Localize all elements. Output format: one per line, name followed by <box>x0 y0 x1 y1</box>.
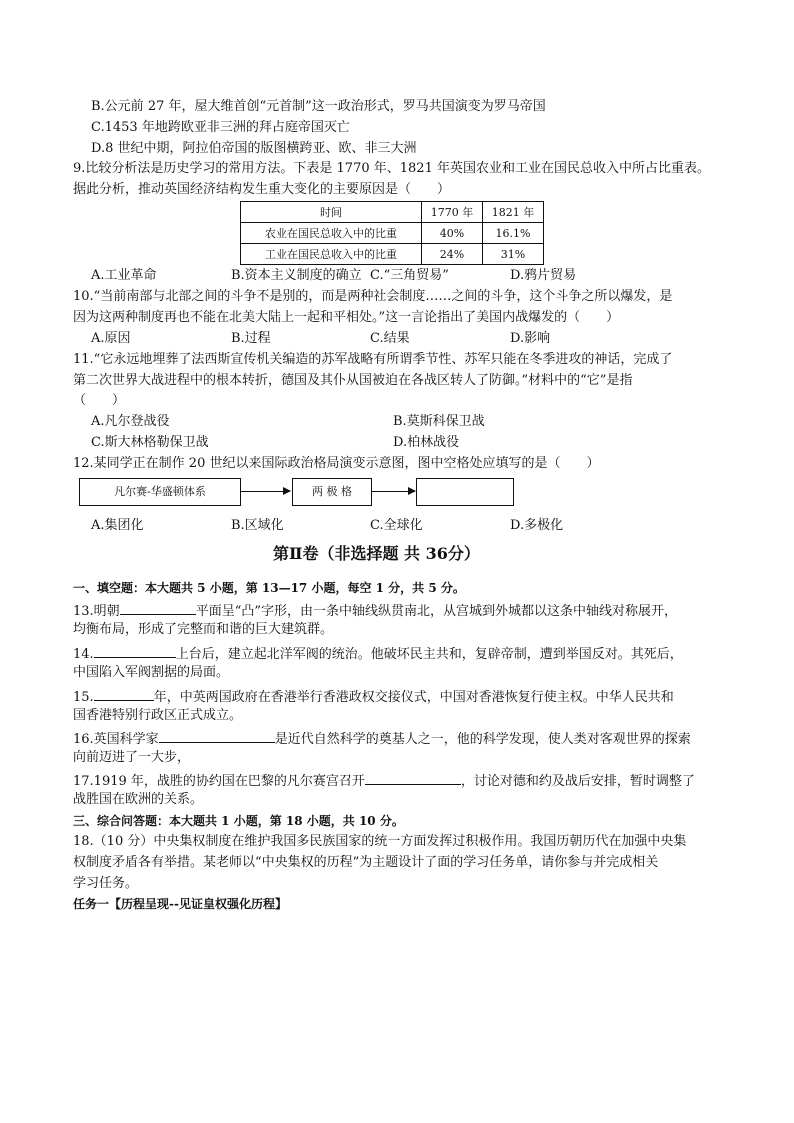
q11-option-d: D.柏林战役 <box>393 435 460 450</box>
q17-prefix: 17.1919 年，战胜的协约国在巴黎的凡尔赛宫召开 <box>73 774 365 789</box>
table-cell: 40% <box>422 223 483 244</box>
q11-stem-line3: （ ） <box>73 393 126 408</box>
q18-task1-title: 任务一【历程呈现--见证皇权强化历程】 <box>73 897 287 911</box>
q18-line1: 18.（10 分）中央集权制度在维护我国多民族国家的统一方面发挥过积极作用。我国历朝历代在加强中央集 <box>73 834 687 849</box>
q15-suffix: 年，中英两国政府在香港举行香港政权交接仪式，中国对香港恢复行使主权。中华人民共和 <box>153 690 674 705</box>
q15-line1 <box>73 686 674 707</box>
q10-stem-line1: 10.“当前南部与北部之间的斗争不是别的，而是两种社会制度……之间的斗争，这个斗争之所以爆发，是 <box>73 289 673 304</box>
q15-line2: 国香港特别行政区正式成立。 <box>73 708 243 723</box>
diagram-box-versailles-washington: 凡尔赛-华盛顿体系 <box>79 478 241 506</box>
q9-stem-line1: 9.比较分析法是历史学习的常用方法。下表是 1770 年、1821 年英国农业和工业在国民总收入中所占比重表。 <box>73 161 710 176</box>
q12-option-c: C.全球化 <box>370 518 423 533</box>
part2-title: 第Ⅱ卷（非选择题 共 36分） <box>273 544 480 563</box>
q13-prefix: 13.明朝 <box>73 604 120 619</box>
q12-option-a: A.集团化 <box>91 518 144 533</box>
q15-answer-blank[interactable] <box>94 686 154 701</box>
q11-stem-line1: 11.“它永远地埋葬了法西斯宣传机关编造的苏军战略有所谓季节性、苏军只能在冬季进攻的神话，完成了 <box>73 352 673 367</box>
q18-line2: 权制度矛盾各有举措。某老师以“中央集权的历程”为主题设计了面的学习任务单，请你参与并完成相关 <box>73 855 659 870</box>
q13-suffix: 平面呈“凸”字形，由一条中轴线纵贯南北，从宫城到外城都以这条中轴线对称展开， <box>195 604 677 619</box>
q9-stem-line2: 据此分析，推动英国经济结构发生重大变化的主要原因是（ ） <box>73 182 451 197</box>
q16-line2: 向前迈进了一大步， <box>73 750 191 765</box>
q14-line2: 中国陷入军阀割据的局面。 <box>73 665 230 680</box>
q10-option-a: A.原因 <box>91 331 131 346</box>
q13-answer-blank[interactable] <box>120 600 196 615</box>
q9-option-d: D.鸦片贸易 <box>510 268 577 283</box>
table-cell: 1821 年 <box>483 202 544 223</box>
table-row <box>241 244 544 265</box>
table-cell: 31% <box>483 244 544 265</box>
diagram-arrow-right-icon <box>240 491 290 492</box>
table-cell: 工业在国民总收入中的比重 <box>241 244 422 265</box>
table-header-row <box>241 202 544 223</box>
q17-line1 <box>73 770 695 791</box>
diagram-box-blank <box>416 478 514 506</box>
q11-option-c: C.斯大林格勒保卫战 <box>91 435 209 450</box>
q16-prefix: 16.英国科学家 <box>73 732 159 747</box>
q14-suffix: 上台后，建立起北洋军阀的统治。他破坏民主共和，复辟帝制，遭到举国反对。其死后， <box>175 647 683 662</box>
q12-option-d: D.多极化 <box>510 518 564 533</box>
q15-prefix: 15. <box>73 690 94 705</box>
table-cell: 时间 <box>241 202 422 223</box>
qa-section-header: 三、综合问答题：本大题共 1 小题，第 18 小题，共 10 分。 <box>73 814 404 828</box>
q10-option-b: B.过程 <box>231 331 271 346</box>
diagram-arrow-right-icon <box>371 491 415 492</box>
table-cell: 农业在国民总收入中的比重 <box>241 223 422 244</box>
q12-stem: 12.某同学正在制作 20 世纪以来国际政治格局演变示意图，图中空格处应填写的是（ ） <box>73 456 600 471</box>
q14-answer-blank[interactable] <box>94 643 176 658</box>
q14-line1 <box>73 643 683 664</box>
q12-option-b: B.区域化 <box>231 518 284 533</box>
q17-line2: 战胜国在欧洲的关系。 <box>73 792 204 807</box>
diagram-box-bipolar: 两 极 格 <box>292 478 372 506</box>
q18-line3: 学习任务。 <box>73 876 139 891</box>
q16-line1 <box>73 728 691 749</box>
q10-option-c: C.结果 <box>370 331 410 346</box>
q11-stem-line2: 第二次世界大战进程中的根本转折，德国及其仆从国被迫在各战区转人了防御。”材料中的“它”是指 <box>73 373 633 388</box>
q8-option-c: C.1453 年地跨欧亚非三洲的拜占庭帝国灭亡 <box>91 120 350 135</box>
q13-line1 <box>73 600 677 621</box>
table-cell: 24% <box>422 244 483 265</box>
q8-option-d: D.8 世纪中期，阿拉伯帝国的版图横跨亚、欧、非三大洲 <box>91 141 417 156</box>
q9-option-a: A.工业革命 <box>91 268 157 283</box>
q8-option-b: B.公元前 27 年，屋大维首创“元首制”这一政治形式，罗马共国演变为罗马帝国 <box>91 99 546 114</box>
table-cell: 1770 年 <box>422 202 483 223</box>
q10-stem-line2: 因为这两种制度再也不能在北美大陆上一起和平相处。”这一言论指出了美国内战爆发的（ ） <box>73 310 620 325</box>
fill-section-header: 一、填空题：本大题共 5 小题，第 13—17 小题，每空 1 分，共 5 分。 <box>73 581 465 595</box>
q13-line2: 均衡布局，形成了完整而和谐的巨大建筑群。 <box>73 622 334 637</box>
q11-option-a: A.凡尔登战役 <box>91 414 170 429</box>
q11-option-b: B.莫斯科保卫战 <box>393 414 485 429</box>
q16-suffix: 是近代自然科学的奠基人之一，他的科学发现，使人类对客观世界的探索 <box>274 732 691 747</box>
q10-option-d: D.影响 <box>510 331 551 346</box>
q17-answer-blank[interactable] <box>365 770 461 785</box>
table-row <box>241 223 544 244</box>
table-cell: 16.1% <box>483 223 544 244</box>
q17-suffix: ，讨论对德和约及战后安排，暂时调整了 <box>460 774 695 789</box>
q14-prefix: 14. <box>73 647 94 662</box>
q9-data-table <box>240 201 544 265</box>
q9-option-b: B.资本主义制度的确立 <box>231 268 362 283</box>
q9-option-c: C.“三角贸易” <box>370 268 449 283</box>
q16-answer-blank[interactable] <box>159 728 275 743</box>
